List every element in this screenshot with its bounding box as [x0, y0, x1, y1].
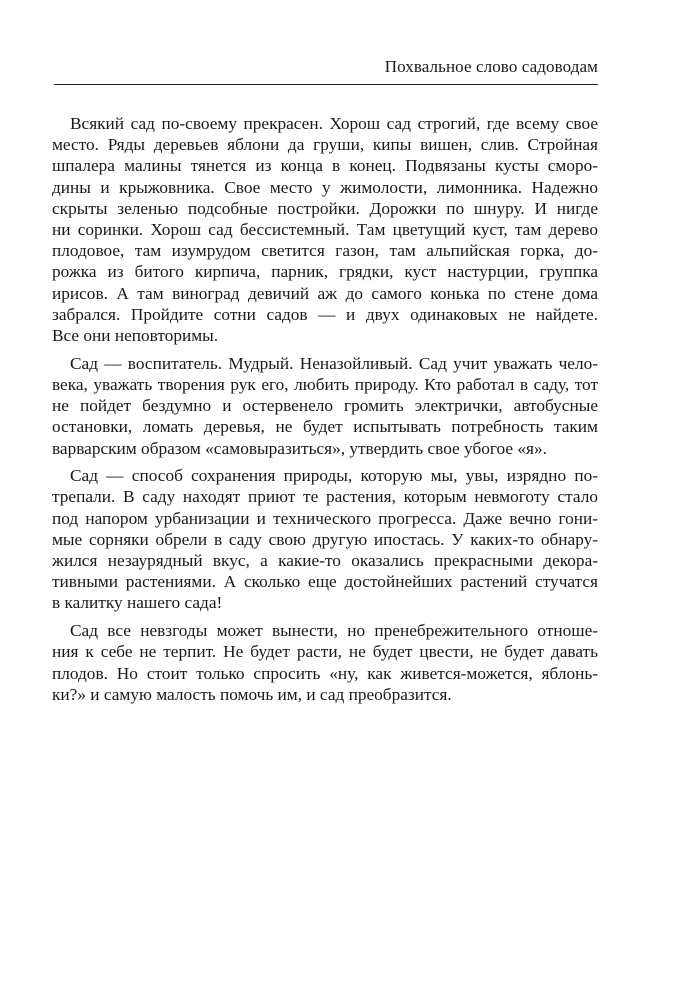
text-line: ирисов. А там виноград девичий аж до самого конька по стене дома	[52, 283, 598, 303]
text-line: века, уважать творения рук его, любить природу. Кто работал в саду, тот	[52, 374, 598, 394]
paragraph-2	[52, 353, 598, 459]
text-line: рожка из битого кирпича, парник, грядки, куст настурции, группка	[52, 262, 598, 282]
text-line: забрался. Пройдите сотни садов — и двух одинаковых не найдете.	[52, 304, 598, 324]
text-line: варварским образом «самовыразиться», утвердить свое убогое «я».	[52, 438, 547, 458]
text-line: в калитку нашего сада!	[52, 593, 223, 613]
text-line: остановки, ломать деревья, не будет испытывать потребность таким	[52, 417, 598, 437]
text-line: плодов. Но стоит только спросить «ну, как живется-можется, яблонь-	[52, 663, 598, 683]
text-line: ки?» и самую малость помочь им, и сад преобразится.	[52, 684, 452, 704]
text-line: трепали. В саду находят приют те растения, которым невмоготу стало	[52, 487, 598, 507]
paragraph-1	[52, 113, 598, 346]
running-header: Похвальное слово садоводам	[384, 57, 598, 76]
text-line: скрыты зеленью подсобные постройки. Дорожки по шнуру. И нигде	[52, 198, 598, 218]
text-line: плодовое, там изумрудом светится газон, там альпийская горка, до-	[52, 241, 598, 261]
text-line: тивными растениями. А сколько еще достойнейших растений стучатся	[52, 572, 598, 592]
text-line: не пойдет бездумно и остервенело громить электрички, автобусные	[52, 396, 598, 416]
text-line: Всякий сад по-своему прекрасен. Хорош сад строгий, где всему свое	[70, 114, 598, 133]
text-line: шпалера малины тянется из конца в конец. Подвязаны кусты сморо-	[52, 156, 598, 176]
header-rule	[54, 84, 598, 85]
text-line: дины и крыжовника. Свое место у жимолости, лимонника. Надежно	[52, 177, 598, 197]
text-line: место. Ряды деревьев яблони да груши, кипы вишен, слив. Стройная	[52, 135, 598, 155]
text-line: ни соринки. Хорош сад бессистемный. Там цветущий куст, там дерево	[52, 220, 598, 240]
text-line: Сад — способ сохранения природы, которую мы, увы, изрядно по-	[70, 466, 598, 486]
text-line: Все они неповторимы.	[52, 326, 219, 346]
paragraph-3	[52, 465, 598, 613]
text-line: Сад все невзгоды может вынести, но пренебрежительного отноше-	[70, 621, 598, 641]
paragraph-4	[52, 620, 598, 705]
text-line: жился незаурядный вкус, а какие-то оказались прекрасными декора-	[52, 551, 598, 571]
text-line: мые сорняки обрели в саду свою другую ипостась. У каких-то обнару-	[52, 529, 598, 549]
text-line: Сад — воспитатель. Мудрый. Неназойливый. Сад учит уважать чело-	[70, 353, 598, 373]
text-line: ния к себе не терпит. Не будет расти, не будет цвести, не будет давать	[52, 642, 598, 662]
text-line: под напором урбанизации и технического прогресса. Даже вечно гони-	[52, 508, 598, 528]
body-text	[52, 113, 598, 711]
